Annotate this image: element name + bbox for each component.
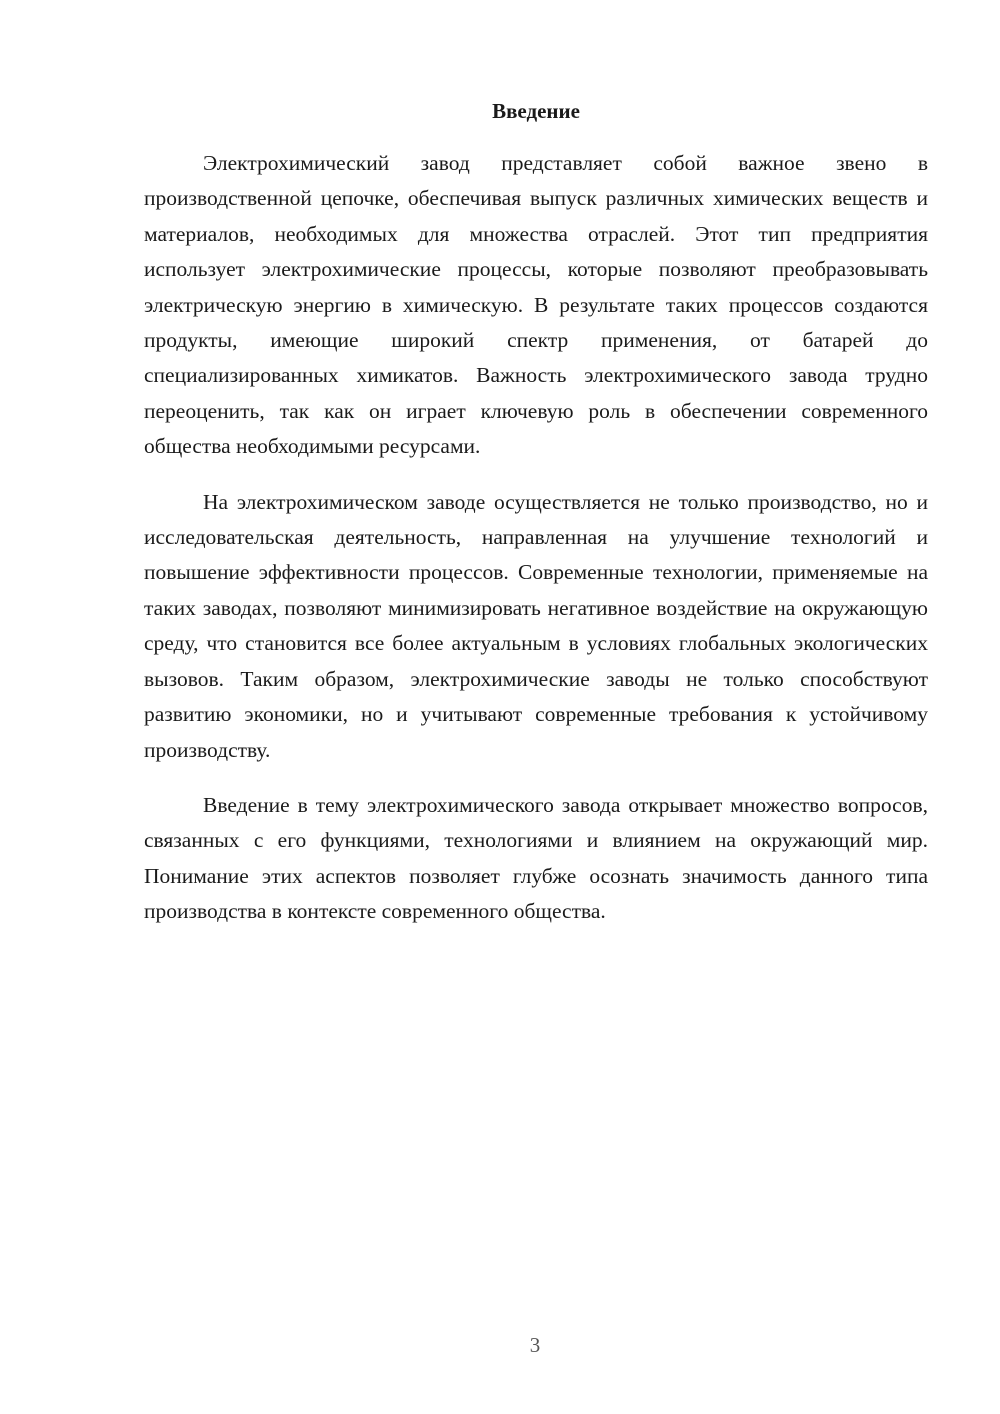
paragraph-2: На электрохимическом заводе осуществляется не только производство, но и исследовательская деятельность, направленная на улучшение технологий и повышение эффективности процессов. Современные технологии, применяемые на таких заводах, позволяют минимизировать негативное воздействие на окружающую среду, что становится все более актуальным в условиях глобальных экологических вызовов. Таким образом, электрохимические заводы не только способствуют развитию экономики, но и учитывают современные требования к устойчивому производству. — [144, 489, 928, 762]
paragraph-1: Электрохимический завод представляет собой важное звено в производственной цепочке, обеспечивая выпуск различных химических веществ и материалов, необходимых для множества отраслей. Этот тип предприятия использует электрохимические процессы, которые позволяют преобразовывать электрическую энергию в химическую. В результате таких процессов создаются продукты, имеющие широкий спектр применения, от батарей до специализированных химикатов. Важность электрохимического завода трудно переоценить, так как он играет ключевую роль в обеспечении современного общества необходимыми ресурсами. — [144, 151, 928, 459]
section-title: Введение — [492, 99, 580, 123]
paragraph-3: Введение в тему электрохимического завода открывает множество вопросов, связанных с его функциями, технологиями и влиянием на окружающий мир. Понимание этих аспектов позволяет глубже осознать значимость данного типа производства в контексте современного общества. — [144, 792, 928, 924]
page-number: 3 — [529, 1333, 541, 1357]
page-content — [144, 96, 928, 930]
